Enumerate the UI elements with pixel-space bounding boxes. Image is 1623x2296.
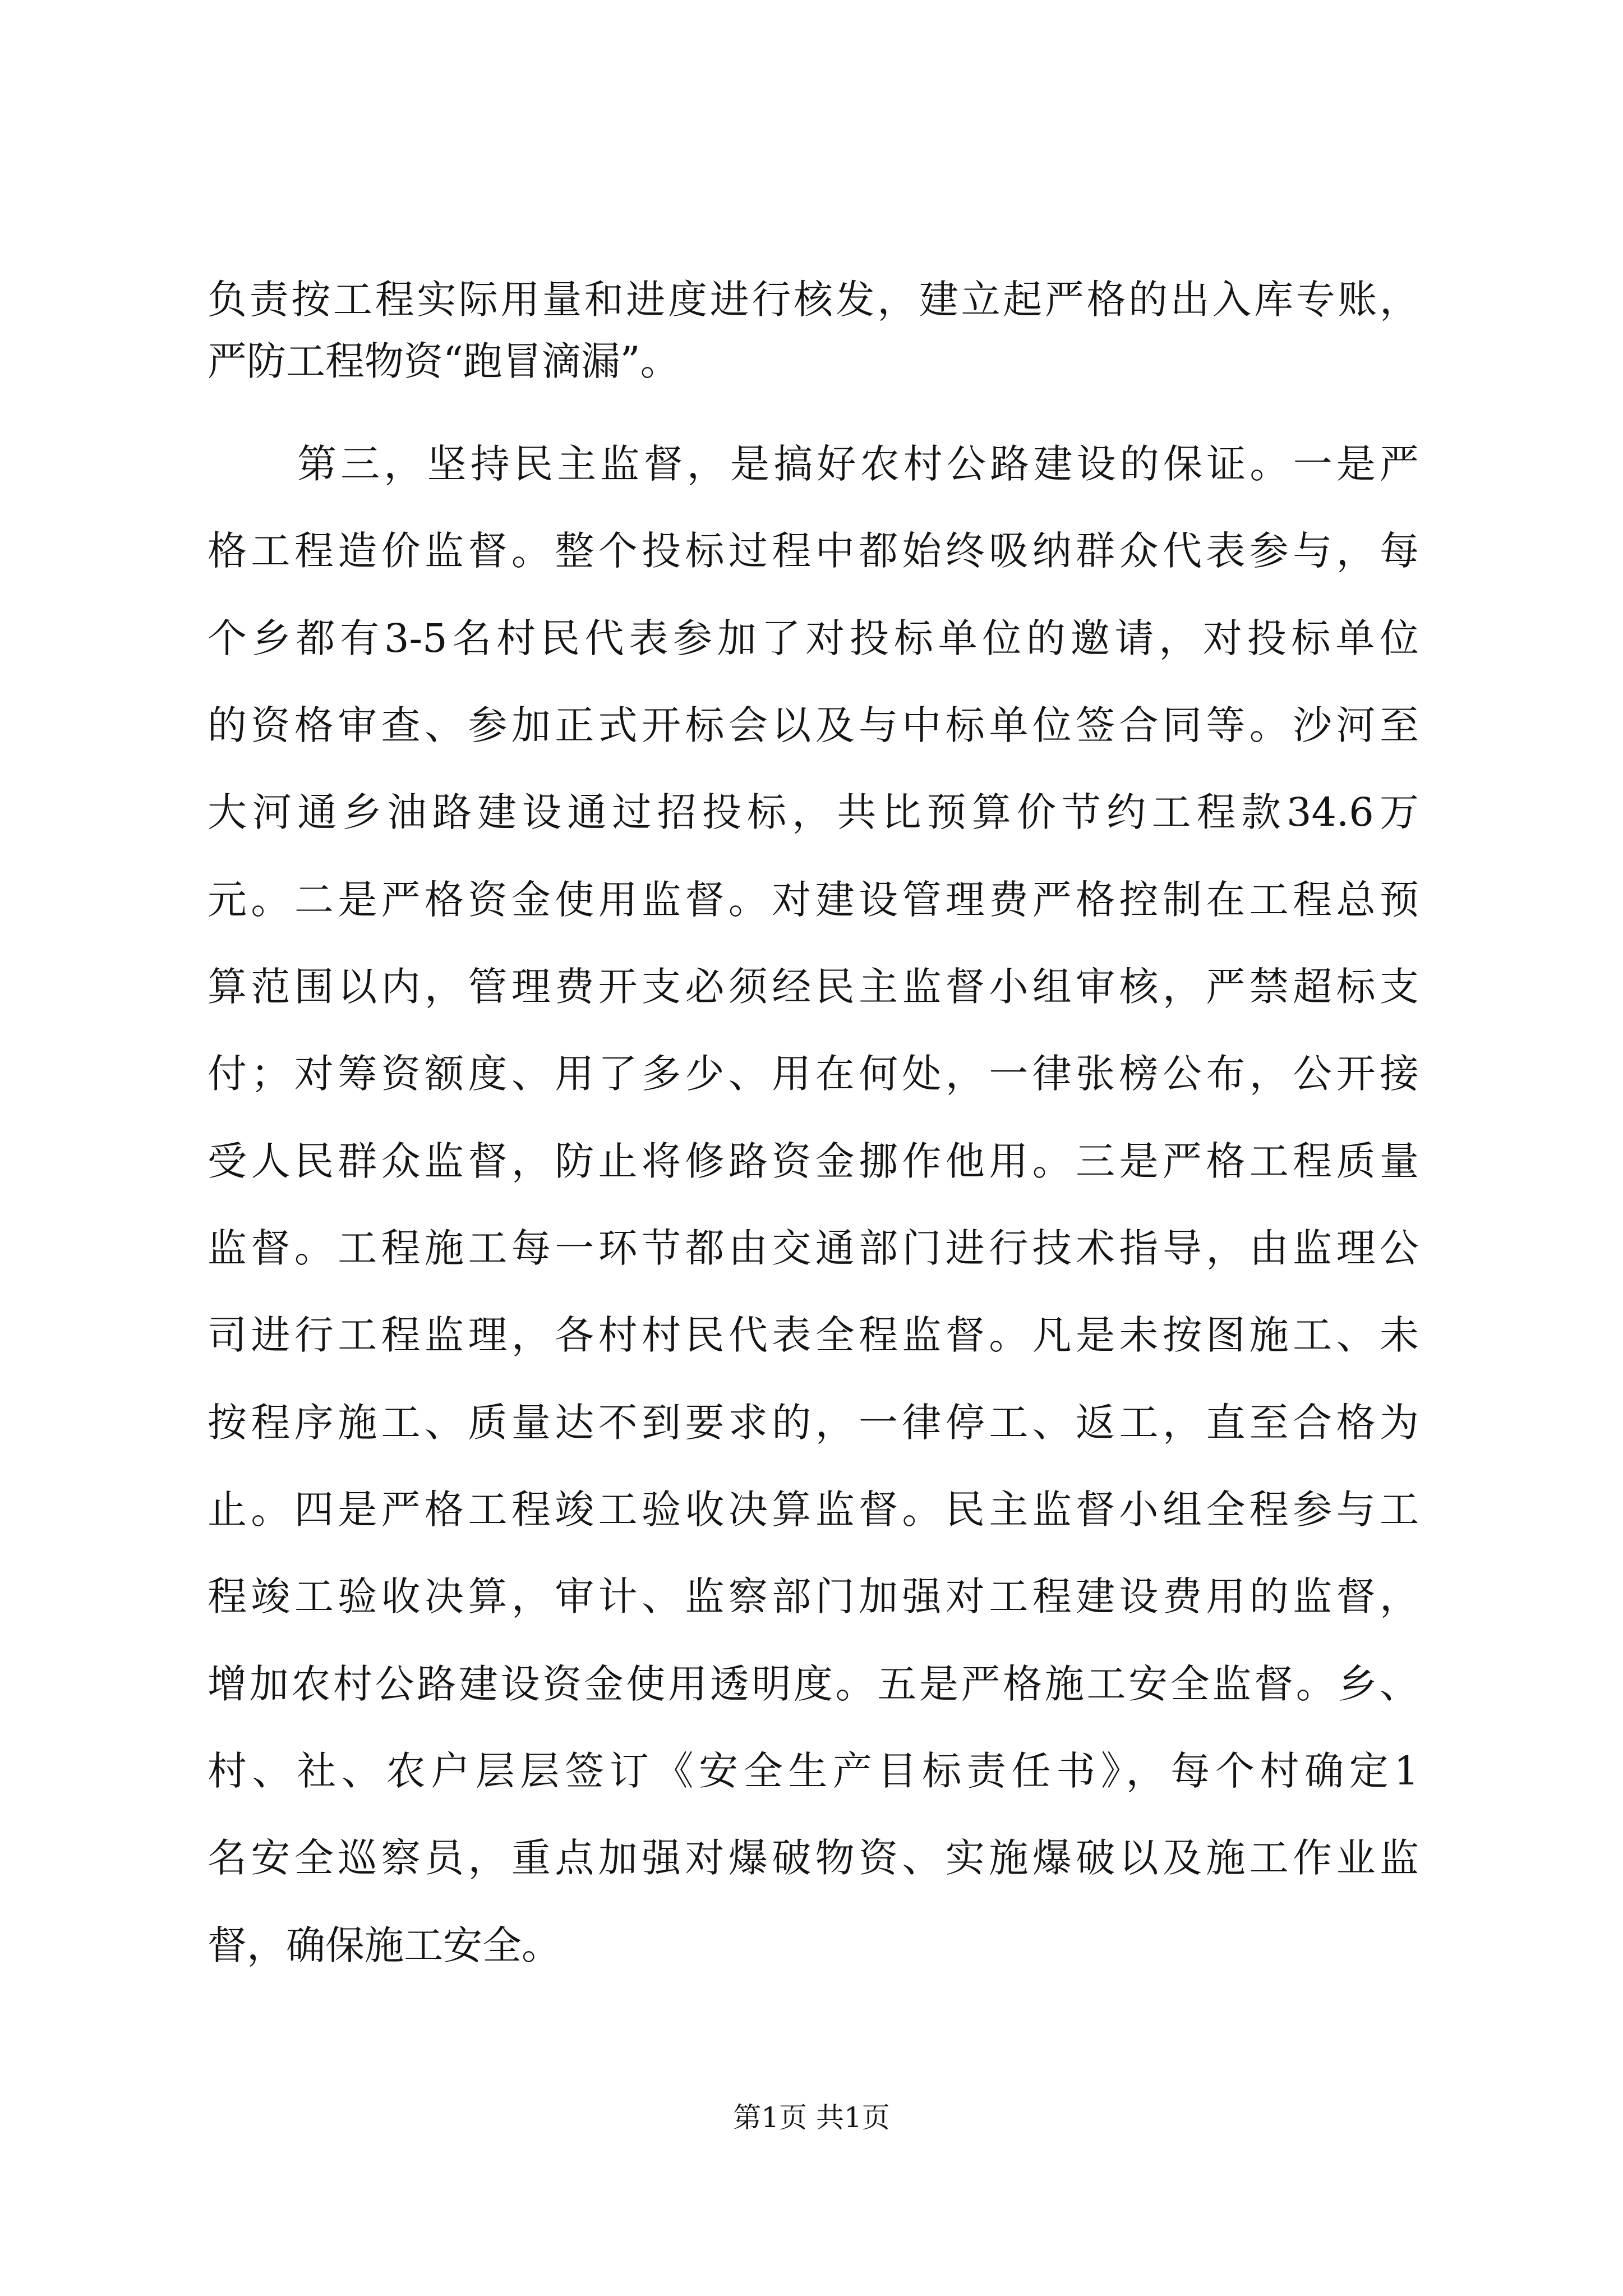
text-line: 名安全巡察员，重点加强对爆破物资、实施爆破以及施工作业监	[208, 1835, 1419, 1881]
text-line: 按程序施工、质量达不到要求的，一律停工、返工，直至合格为	[208, 1400, 1419, 1446]
text-line: 程竣工验收决算，审计、监察部门加强对工程建设费用的监督，	[208, 1573, 1419, 1619]
text-line: 督，确保施工安全。	[208, 1922, 561, 1968]
page-number-footer: 第1页 共1页	[733, 2101, 890, 2134]
text-line: 格工程造价监督。整个投标过程中都始终吸纳群众代表参与，每	[208, 528, 1419, 574]
text-line: 负责按工程实际用量和进度进行核发，建立起严格的出入库专账，	[208, 277, 1419, 323]
text-line: 村、社、农户层层签订《安全生产目标责任书》，每个村确定1	[208, 1748, 1419, 1794]
text-line: 司进行工程监理，各村村民代表全程监督。凡是未按图施工、未	[208, 1312, 1419, 1358]
text-line: 监督。工程施工每一环节都由交通部门进行技术指导，由监理公	[208, 1225, 1419, 1271]
text-line: 止。四是严格工程竣工验收决算监督。民主监督小组全程参与工	[208, 1487, 1419, 1533]
text-line: 大河通乡油路建设通过招投标，共比预算价节约工程款34.6万	[208, 789, 1419, 835]
paragraph-first-line: 第三，坚持民主监督，是搞好农村公路建设的保证。一是严	[297, 441, 1419, 487]
text-line: 付；对筹资额度、用了多少、用在何处，一律张榜公布，公开接	[208, 1051, 1419, 1097]
text-line: 个乡都有3-5名村民代表参加了对投标单位的邀请，对投标单位	[208, 615, 1419, 661]
text-line: 算范围以内，管理费开支必须经民主监督小组审核，严禁超标支	[208, 964, 1419, 1010]
text-line: 元。二是严格资金使用监督。对建设管理费严格控制在工程总预	[208, 877, 1419, 923]
text-line: 受人民群众监督，防止将修路资金挪作他用。三是严格工程质量	[208, 1138, 1419, 1184]
text-line: 严防工程物资“跑冒滴漏”。	[208, 338, 680, 384]
text-line: 增加农村公路建设资金使用透明度。五是严格施工安全监督。乡、	[208, 1661, 1419, 1707]
text-line: 的资格审查、参加正式开标会以及与中标单位签合同等。沙河至	[208, 702, 1419, 748]
